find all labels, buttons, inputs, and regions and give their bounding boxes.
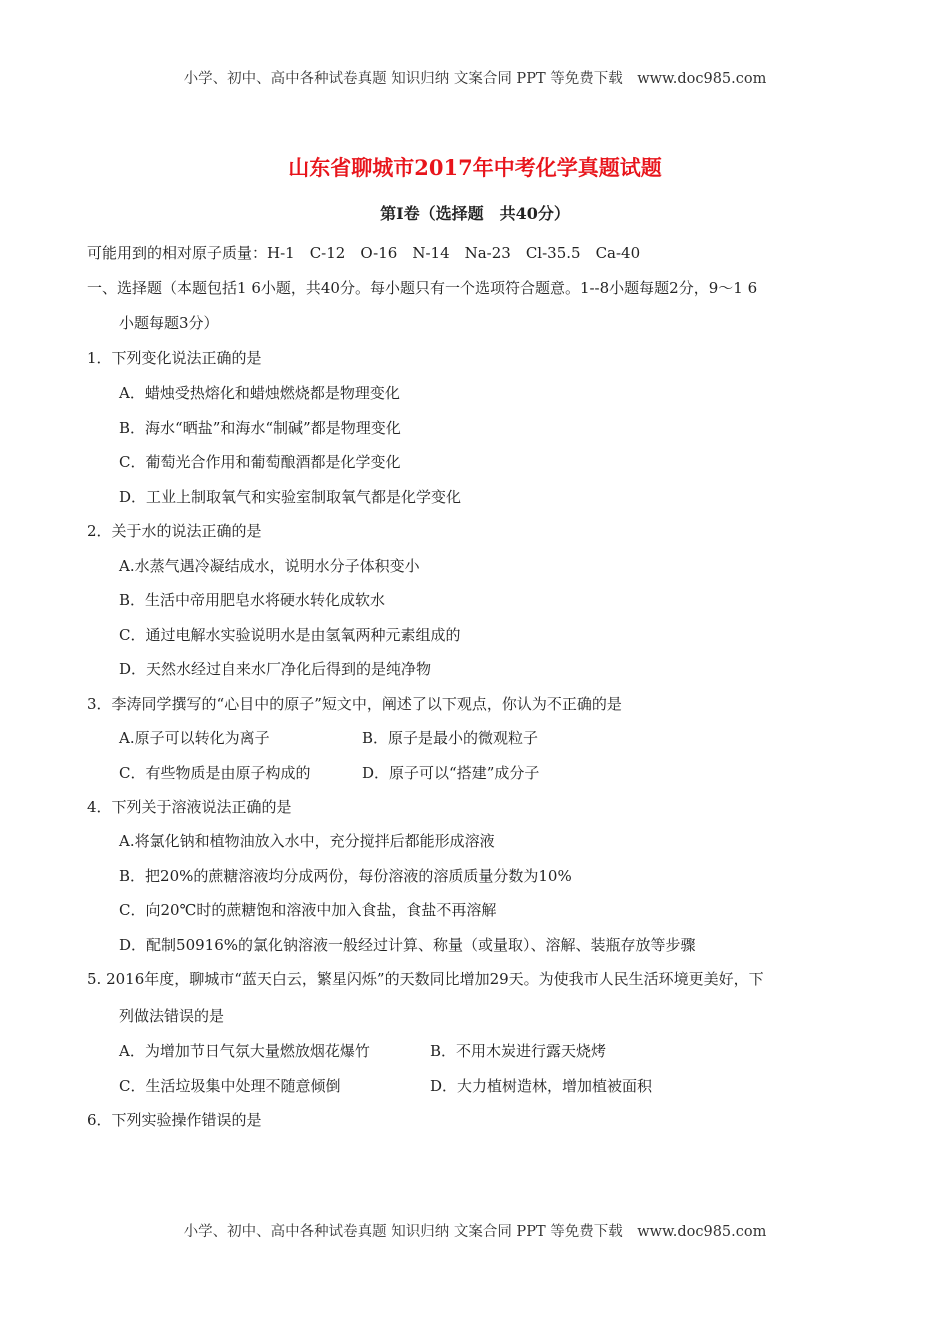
option: D．配制50916%的氯化钠溶液一般经过计算、称量（或量取）、溶解、装瓶存放等步骤 xyxy=(119,936,696,954)
question-stem: 5. 2016年度，聊城市“蓝天白云，繁星闪烁”的天数同比增加29天。为使我市人民生活环境更美好，下 xyxy=(87,970,764,988)
option: C．有些物质是由原子构成的 xyxy=(119,764,311,782)
question-stem: 6．下列实验操作错误的是 xyxy=(87,1111,262,1129)
option: D．天然水经过自来水厂净化后得到的是纯净物 xyxy=(119,660,432,678)
option: C．通过电解水实验说明水是由氢氧两种元素组成的 xyxy=(119,626,461,644)
option: B．原子是最小的微观粒子 xyxy=(362,729,539,747)
section-subtitle: 第Ⅰ卷（选择题 共40分） xyxy=(380,204,570,223)
option: D．原子可以“搭建”成分子 xyxy=(362,764,540,782)
option: D．工业上制取氧气和实验室制取氧气都是化学变化 xyxy=(119,488,462,506)
option: B．生活中帝用肥皂水将硬水转化成软水 xyxy=(119,591,386,609)
option: A．为增加节日气氛大量燃放烟花爆竹 xyxy=(119,1042,370,1060)
option: A.原子可以转化为离子 xyxy=(119,729,270,747)
question-stem: 2．关于水的说法正确的是 xyxy=(87,522,262,540)
document-title: 山东省聊城市2017年中考化学真题试题 xyxy=(288,155,662,180)
section-instructions: 一、选择题（本题包括1 6小题，共40分。每小题只有一个选项符合题意。1--8小题每题2分，9～1 6 xyxy=(87,279,758,297)
option: C．向20℃时的蔗糖饱和溶液中加入食盐，食盐不再溶解 xyxy=(119,901,497,919)
option: A．蜡烛受热熔化和蜡烛燃烧都是物理变化 xyxy=(119,384,400,402)
page-footer: 小学、初中、高中各种试卷真题 知识归纳 文案合同 PPT 等免费下载 www.doc985.com xyxy=(183,1224,767,1240)
question-stem: 1．下列变化说法正确的是 xyxy=(87,349,262,367)
option: D．大力植树造林，增加植被面积 xyxy=(430,1077,653,1095)
page-header: 小学、初中、高中各种试卷真题 知识归纳 文案合同 PPT 等免费下载 www.doc985.com xyxy=(183,71,767,87)
section-instructions-cont: 小题每题3分） xyxy=(119,314,219,332)
option: B．不用木炭进行露天烧烤 xyxy=(430,1042,607,1060)
option: B．海水“晒盐”和海水“制碱”都是物理变化 xyxy=(119,419,401,437)
question-stem-cont: 列做法错误的是 xyxy=(119,1007,225,1025)
option: B．把20%的蔗糖溶液均分成两份，每份溶液的溶质质量分数为10% xyxy=(119,867,572,885)
atomic-masses: 可能用到的相对原子质量：H-1 C-12 O-16 N-14 Na-23 Cl-35.5 Ca-40 xyxy=(87,244,641,262)
option: C．生活垃圾集中处理不随意倾倒 xyxy=(119,1077,341,1095)
option: A.水蒸气遇冷凝结成水，说明水分子体积变小 xyxy=(119,557,420,575)
option: A.将氯化钠和植物油放入水中，充分搅拌后都能形成溶液 xyxy=(119,832,495,850)
question-stem: 4．下列关于溶液说法正确的是 xyxy=(87,798,292,816)
option: C．葡萄光合作用和葡萄酿酒都是化学变化 xyxy=(119,453,401,471)
question-stem: 3．李涛同学撰写的“心目中的原子”短文中，阐述了以下观点，你认为不正确的是 xyxy=(87,695,622,713)
